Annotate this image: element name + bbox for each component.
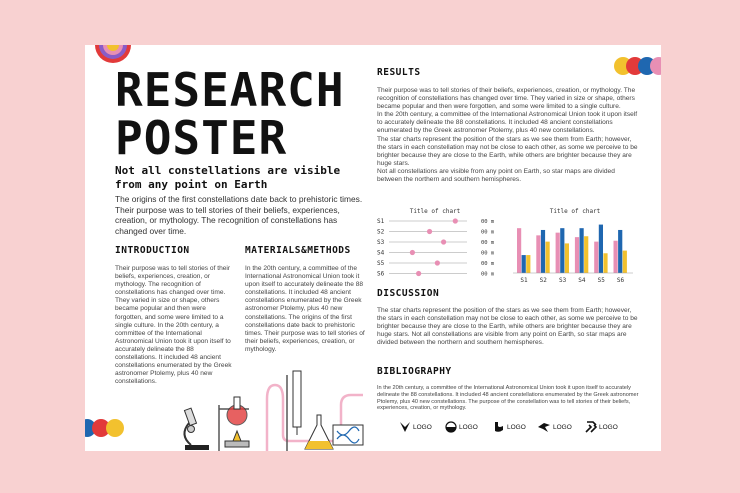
category-label: S2 [539,277,547,284]
chart-title: Title of chart [409,208,461,215]
data-point [453,218,458,223]
logo-item [537,421,572,433]
dot-chart [377,205,507,279]
bar [526,255,530,273]
category-label: S3 [558,277,567,284]
bar [580,228,584,273]
materials-heading: MATERIALS&METHODS [245,245,351,256]
results-heading: RESULTS [377,67,421,78]
logo-label: LOGO [413,423,432,431]
bar [599,225,603,273]
bar [584,236,588,273]
materials-text: In the 20th century, a committee of the International Astronomical Union took it upon itself to accurately delineate the 88 constellations. It included 48 ancient constellations enumerated by the Greek astronomer Ptolemy, plus 40 new constellations. The origins of the first constellations date back to prehistoric times. Their purpose was to tell stories of their beliefs, experiences, creation, or mythology. [245,265,365,353]
logo-label: LOGO [459,423,478,431]
category-label: S1 [377,218,385,225]
poster-title-line2: POSTER [115,111,288,165]
microscope-icon [184,408,209,450]
wave-logo-icon [493,421,505,433]
bar [618,230,622,273]
dna-screen-icon [333,425,363,445]
category-label: S2 [377,228,385,236]
logo-label: LOGO [599,423,618,431]
data-point [410,250,415,255]
data-point [441,239,446,244]
bar [517,228,521,273]
value-label: 00 m [481,229,495,236]
bibliography-text: In the 20th century, a committee of the International Astronomical Union took it upon itself to accurately delineate the 88 constellations. It included 48 ancient constellations enumerated by the Greek astronomer Ptolemy, plus 40 new constellations. The purpose of the constellation was to tell stories of their beliefs, experiences, creation, or mythology. [377,385,639,412]
category-label: S1 [520,277,528,284]
bird-logo-icon [537,421,551,433]
logo-item [399,421,432,433]
erlenmeyer-flask-icon [305,415,333,449]
value-label: 00 m [481,261,495,267]
poster-subtitle: Not all constellations are visible from any point on Earth [115,164,341,191]
category-label: S4 [578,277,586,284]
poster-title-line1: RESEARCH [115,63,345,117]
bar-chart [513,205,643,287]
value-label: 00 m [481,240,495,246]
lab-equipment-illustration [175,365,375,451]
half-circle-logo-icon [445,421,457,433]
flask-stand-icon [219,397,249,451]
bar [546,242,550,273]
logo-item [445,421,478,433]
rainbow-icon [93,45,133,63]
bar [575,237,579,273]
bar [522,255,526,273]
bar [536,235,540,273]
arrows-logo-icon [585,421,597,433]
bar [541,230,545,273]
discussion-heading: DISCUSSION [377,288,440,299]
category-label: S5 [597,277,605,284]
introduction-text: Their purpose was to tell stories of their beliefs, experiences, creation, or mythology. The recognition of constellations has changed over time. They varied in size or shape, others became popular and then were forgotten, and some were limited to a single culture. In the 20th century, a committee of the International Astronomical Union took it upon itself to accurately delineate the 88 constellations. It included 48 ancient constellations enumerated by the Greek astronomer Ptolemy, plus 40 new constellations. [115,265,232,386]
bar [623,251,627,273]
data-point [427,229,432,234]
category-label: S4 [377,249,385,257]
results-text: Their purpose was to tell stories of their beliefs, experiences, creation, or mythology. The recognition of constellations has changed over time. They varied in size or shape, others became popular and then were forgotten, and some were limited to a single culture. In the 20th century, a committee of the International Astronomical Union took it upon itself to accurately delineate the 88 constellations. It included 48 ancient constellations enumerated by the Greek astronomer Ptolemy, plus 40 new constellations. The star charts represent the position of the stars as we see them from Earth; however, the stars in each constellation may not be close to each other, as some we perceive to be brighter because they are close to the Earth, while others are brighter because they are huge stars. Not all constellations are visible from any point on Earth, so star maps are divided between the northern and southern hemispheres. [377,87,638,184]
category-label: S6 [377,270,385,278]
bibliography-heading: BIBLIOGRAPHY [377,366,452,377]
chart-title: Title of chart [549,208,601,215]
bar [565,243,569,273]
discussion-text: The star charts represent the position of the stars as we see them from Earth; however, the stars in each constellation may not be close to each other, as some we perceive to be brighter because they are close to the Earth, while others are brighter because they are huge stars. Not all constellations are visible from any point on Earth, so star maps are divided between the northern and southern hemispheres. [377,307,638,347]
data-point [416,271,421,276]
color-dots-icon [613,56,661,76]
logo-item [493,421,526,433]
color-dots-icon [85,418,125,438]
bar [560,228,564,273]
bar [603,253,607,273]
logo-label: LOGO [553,423,572,431]
burette-icon [287,371,301,451]
bar [614,241,618,273]
data-point [435,260,440,265]
logo-item [585,421,618,433]
logo-label: LOGO [507,423,526,431]
bar [556,233,560,273]
leaf-logo-icon [399,421,411,433]
value-label: 00 m [481,250,495,257]
introduction-heading: INTRODUCTION [115,245,190,256]
category-label: S6 [616,277,625,284]
value-label: 00 m [481,219,495,225]
poster-intro: The origins of the first constellations date back to prehistoric times. Their purpose was to tell stories of their beliefs, experiences, creation, or mythology. The recognition of constellations has changed over time. [115,194,363,236]
category-label: S3 [377,239,385,246]
value-label: 00 m [481,271,495,278]
category-label: S5 [377,260,385,267]
bar [594,242,598,273]
research-poster [85,45,661,451]
